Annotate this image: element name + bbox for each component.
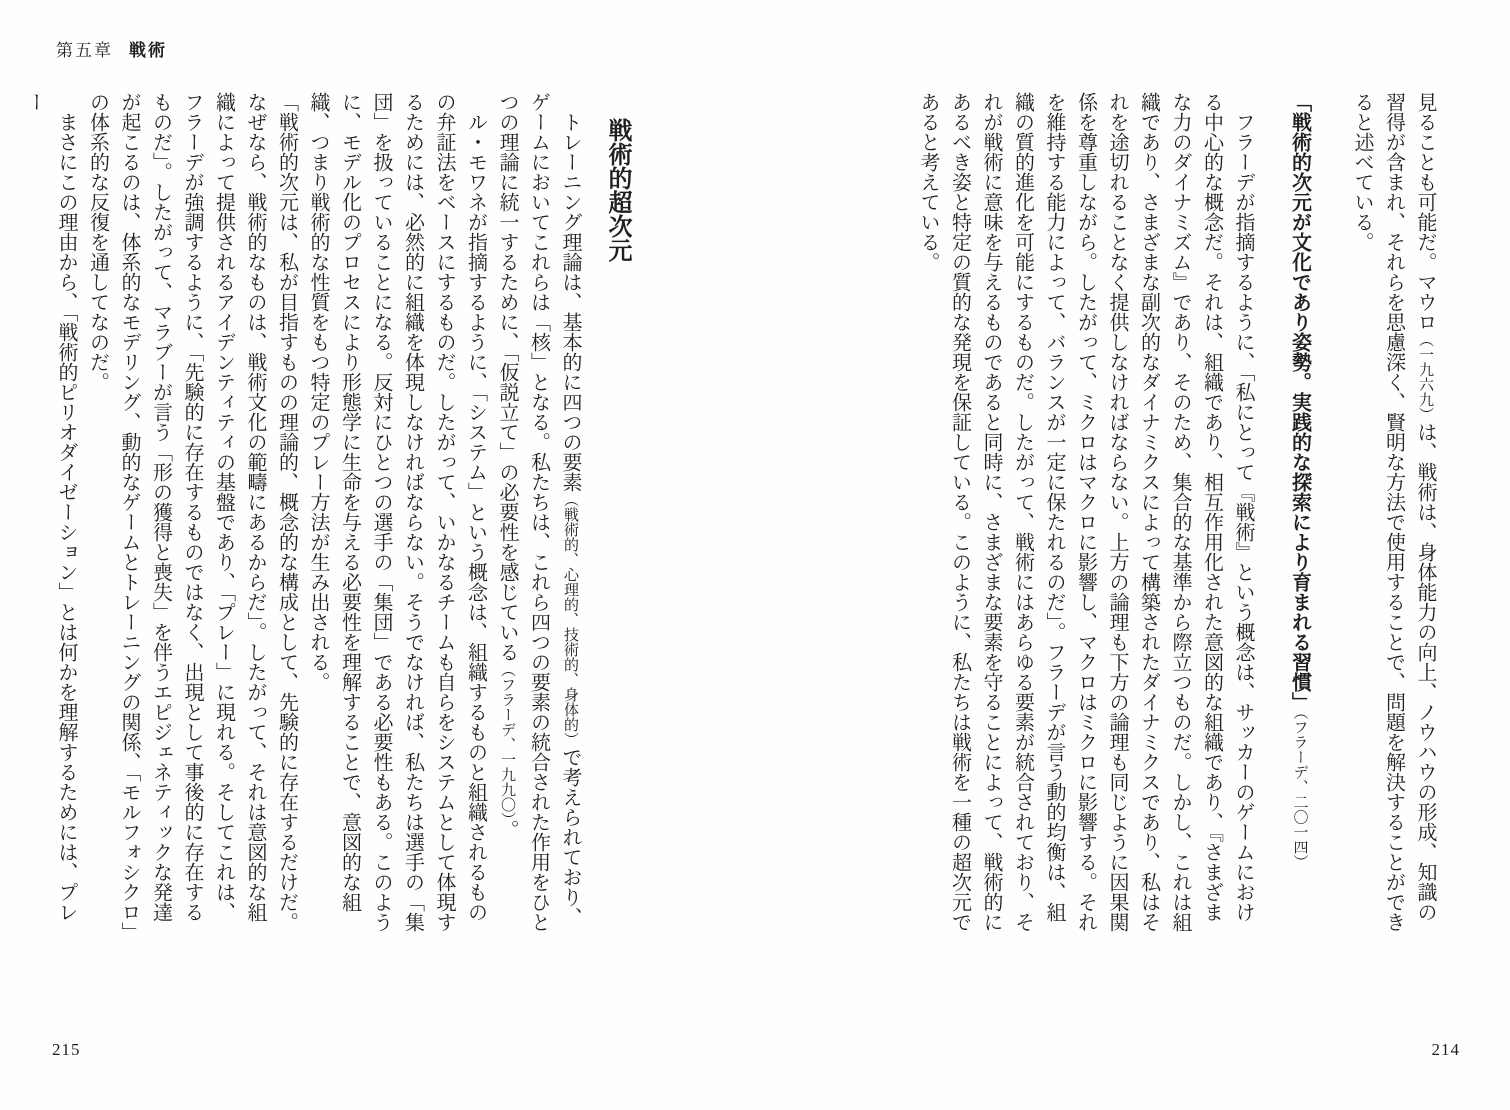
body-text: で考えられており、ゲームにおいてこれらは「核」となる。私たちは、これら四つの要素の統合された作用をひとつの理論に統一するために、「仮説立て」の必要性を感じている xyxy=(496,92,581,932)
body-text: ル・モワネが指摘するように、「システム」という概念は、組織するものと組織されるものの弁証法をベースにするものだ。したがって、いかなるチームも自らをシステムとして体現するためには、必然的に組織を体現しなければならない。そうでなければ、私たちは選手の「集団」を扱っていることになる。反対にひとつの選手の「集団」である必要性もある。このように、モデル化のプロセスにより形態学に生命を与える必要性を理解することで、意図的な組織、つまり戦術的な性質をもつ特定のプレー方法が生み出される。 xyxy=(307,92,487,932)
inline-citation: （フラーデ、一九九〇） xyxy=(499,662,515,820)
inline-citation: （フラーデ、二〇一四） xyxy=(1291,712,1308,870)
body-text: 「戦術的次元は、私が目指すものの理論的、概念的な構成として、先験的に存在するだけだ。なぜなら、戦術的なものは、戦術文化の範疇にあるからだ」。したがって、それは意図的な組織によって提供されるアイデンティティの基盤であり、「プレー」に現れる。そしてこれは、フラーデが強調するように、「先験的に存在するものではなく、出現として事後的に存在するものだ」。したがって、マラブーが言う「形の獲得と喪失」を伴うエピジェネティックな発達が起こるのは、体系的なモデリング、動的なゲームとトレーニングの関係、「モルフォシクロ」の体系的な反復を通してなのだ。 xyxy=(86,92,298,932)
paragraph-3 xyxy=(81,92,302,938)
body-paragraph xyxy=(912,92,1259,938)
inline-citation: （戦術的、心理的、技術的、身体的） xyxy=(562,492,578,747)
page-number-left: 215 xyxy=(52,1040,81,1059)
page-number-right: 214 xyxy=(1431,1040,1460,1059)
running-header-section: 戦術 xyxy=(129,41,167,60)
page-214-text-block xyxy=(912,92,1441,938)
running-header-chapter: 第五章 xyxy=(56,41,113,60)
subsection-heading xyxy=(1283,92,1315,938)
body-text: まさにこの理由から、「戦術的ピリオダイゼーション」とは何かを理解するためには、プレー xyxy=(23,92,77,922)
lead-paragraph xyxy=(1346,92,1441,938)
paragraph-1 xyxy=(491,92,586,938)
body-text: 見ることも可能だ。マウロ xyxy=(1414,92,1436,332)
paragraph-2 xyxy=(302,92,491,938)
page-215-text-block xyxy=(18,92,632,938)
running-header xyxy=(56,36,167,61)
inline-citation: （一九六九） xyxy=(1417,332,1433,422)
body-text: トレーニング理論は、基本的に四つの要素 xyxy=(559,112,581,492)
body-text: は、戦術は、身体能力の向上、ノウハウの形成、知識の習得が含まれ、それらを思慮深く、賢明な方法で使用することで、問題を解決することができると述べている。 xyxy=(1351,92,1436,932)
heading-text: 「戦術的次元が文化であり姿勢。実践的な探索により育まれる習慣」 xyxy=(1288,92,1311,712)
section-heading: 戦術的超次元 xyxy=(604,118,630,262)
body-text: 。 xyxy=(496,819,518,840)
paragraph-4 xyxy=(18,92,81,938)
body-text: フラーデが指摘するように、「私にとって『戦術』という概念は、サッカーのゲームにおける中心的な概念だ。それは、組織であり、相互作用化された意図的な組織であり、『さまざまな力のダイナミズム』であり、そのため、集合的な基準から際立つものだ。しかし、これは組織であり、さまざまな副次的なダイナミクスによって構築されたダイナミクスであり、私はそれを途切れることなく提供しなければならない。上方の論理も下方の論理も同じように因果関係を尊重しながら。したがって、ミクロはマクロに影響し、マクロはミクロに影響する。それを維持する能力によって、バランスが一定に保たれるのだ」。フラーデが言う動的均衡は、組織の質的進化を可能にするものだ。したがって、戦術にはあらゆる要素が統合されており、それが戦術に意味を与えるものであると同時に、さまざまな要素を守ることによって、戦術的にあるべき姿と特定の質的な発現を保証している。このように、私たちは戦術を一種の超次元であると考えている。 xyxy=(917,92,1254,932)
